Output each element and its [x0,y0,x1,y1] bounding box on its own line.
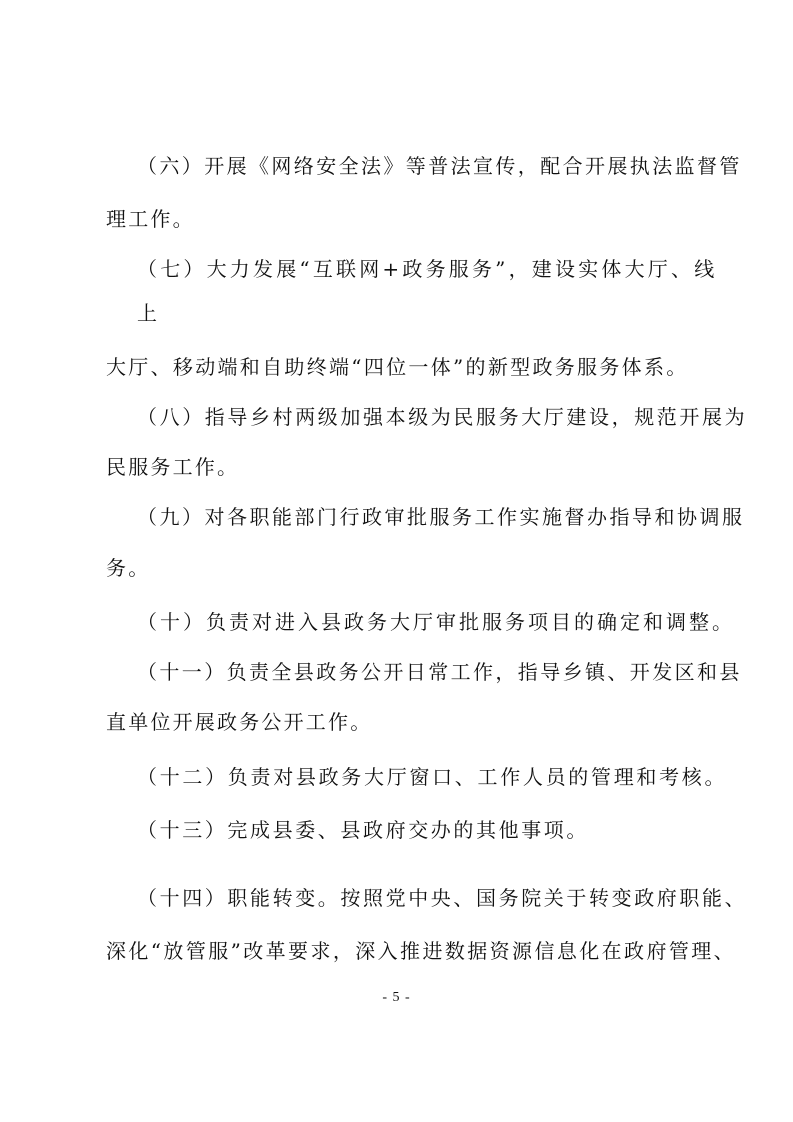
text-line-item-11: （十一）负责全县政务公开日常工作，指导乡镇、开发区和县 [137,660,742,684]
text-line-item-8: （八）指导乡村两级加强本级为民服务大厅建设，规范开展为 [137,405,748,429]
text-line-item-13: （十三）完成县委、县政府交办的其他事项。 [137,818,589,842]
text-line-item-9: （九）对各职能部门行政审批服务工作实施督办指导和协调服 [137,505,745,529]
text-line-item-7: （七）大力发展“互联网+政务服务”，建设实体大厅、线 [137,257,718,281]
text-line-item-8-cont: 民服务工作。 [106,455,240,479]
page-number: - 5 - [382,990,411,1005]
text-line-item-6-cont: 理工作。 [106,207,195,231]
text-line-item-7-cont-a: 上 [137,301,160,325]
text-line-item-14: （十四）职能转变。按照党中央、国务院关于转变政府职能、 [137,886,748,910]
text-line-item-14-cont: 深化“放管服”改革要求，深入推进数据资源信息化在政府管理、 [106,939,737,963]
text-line-item-6: （六）开展《网络安全法》等普法宣传，配合开展执法监督管 [137,154,742,178]
text-line-item-7-cont-b: 大厅、移动端和自助终端“四位一体”的新型政务服务体系。 [106,355,689,379]
text-line-item-11-cont: 直单位开展政务公开工作。 [106,710,373,734]
text-line-item-9-cont: 务。 [106,556,151,580]
text-line-item-12: （十二）负责对县政务大厅窗口、工作人员的管理和考核。 [137,765,728,789]
text-line-item-10: （十）负责对进入县政务大厅审批服务项目的确定和调整。 [137,610,735,634]
